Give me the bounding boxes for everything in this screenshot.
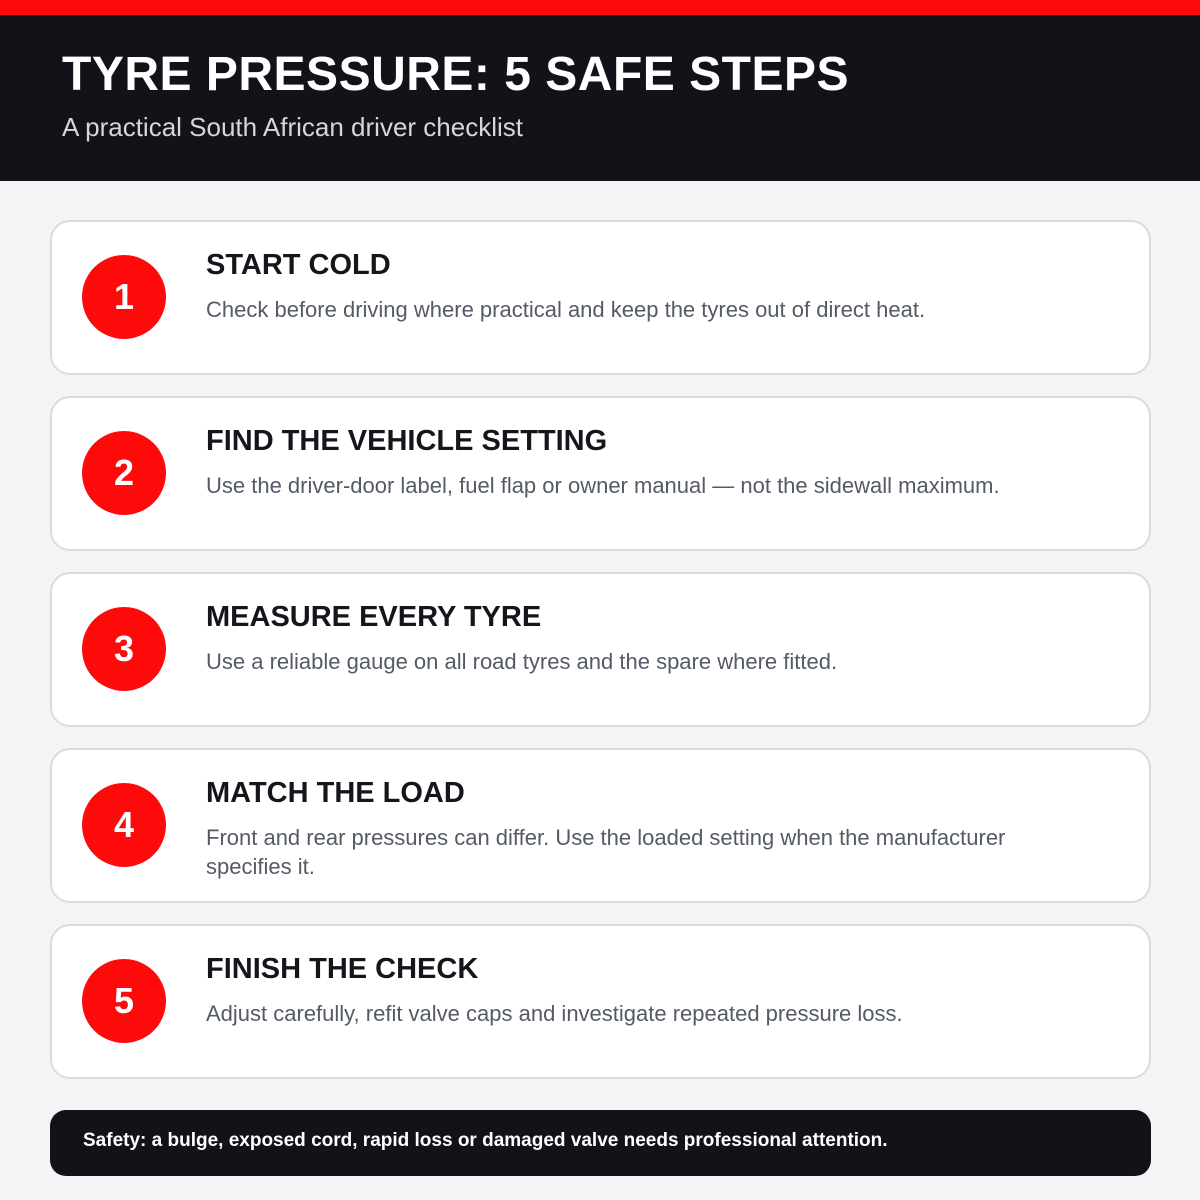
steps-list [50, 220, 1151, 1100]
step-description: Use the driver-door label, fuel flap or owner manual — not the sidewall maximum. [206, 473, 1000, 498]
step-card-1 [50, 220, 1151, 375]
step-card-2 [50, 396, 1151, 551]
step-description: Adjust carefully, refit valve caps and investigate repeated pressure loss. [206, 1001, 903, 1026]
page-header [0, 15, 1200, 181]
step-description: Check before driving where practical and keep the tyres out of direct heat. [206, 297, 926, 322]
step-title: MEASURE EVERY TYRE [206, 601, 542, 633]
step-card-3 [50, 572, 1151, 727]
step-number-badge: 1 [82, 255, 166, 339]
safety-note: Safety: a bulge, exposed cord, rapid loss or damaged valve needs professional attention. [83, 1130, 888, 1151]
step-title: FIND THE VEHICLE SETTING [206, 425, 608, 457]
page-subtitle: A practical South African driver checklist [62, 112, 523, 142]
top-accent-bar [0, 0, 1200, 15]
step-number-badge: 3 [82, 607, 166, 691]
step-card-4 [50, 748, 1151, 903]
step-title: START COLD [206, 249, 391, 281]
step-description: Use a reliable gauge on all road tyres and the spare where fitted. [206, 649, 838, 674]
step-number-badge: 4 [82, 783, 166, 867]
page-title: TYRE PRESSURE: 5 SAFE STEPS [62, 48, 850, 101]
step-number-badge: 5 [82, 959, 166, 1043]
step-card-5 [50, 924, 1151, 1079]
step-title: FINISH THE CHECK [206, 953, 479, 985]
safety-banner [50, 1110, 1151, 1176]
step-number-badge: 2 [82, 431, 166, 515]
step-description: Front and rear pressures can differ. Use the loaded setting when the manufacturer specifies it. [206, 825, 1006, 879]
step-title: MATCH THE LOAD [206, 777, 465, 809]
